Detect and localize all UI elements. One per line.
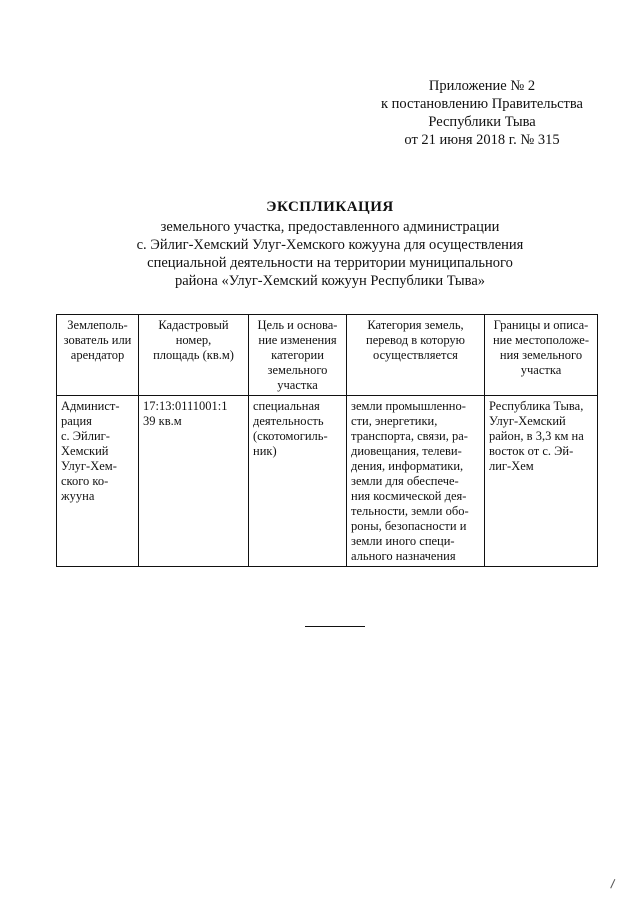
- subtitle-line: с. Эйлиг-Хемский Улуг-Хемского кожууна для осуществления: [136, 237, 524, 253]
- scan-mark: [610, 879, 621, 891]
- cell-line: земли иного специ-: [351, 534, 455, 548]
- cell-line: 39 кв.м: [143, 414, 182, 428]
- cell-line: ник): [253, 444, 277, 458]
- cell-line: восток от с. Эй-: [489, 444, 574, 458]
- header-line: Границы и описа-: [493, 318, 589, 332]
- header-line: Землеполь-: [67, 318, 128, 332]
- cell-line: Хемский: [61, 444, 109, 458]
- subtitle-line: земельного участка, предоставленного администрации: [160, 219, 500, 235]
- cell-line: ского ко-: [61, 474, 109, 488]
- header-line: земельного: [267, 363, 328, 377]
- header-line: зователь или: [63, 333, 132, 347]
- header-cell-purpose: [249, 315, 347, 396]
- document-title: ЭКСПЛИКАЦИЯ: [266, 199, 394, 215]
- cell-line: рация: [61, 414, 92, 428]
- cell-boundaries: [485, 396, 598, 567]
- annex-line-2: к постановлению Правительства: [381, 96, 583, 112]
- title-block: [60, 198, 600, 290]
- cell-line: жууна: [61, 489, 95, 503]
- cell-line: земли промышленно-: [351, 399, 466, 413]
- cell-line: диовещания, телеви-: [351, 444, 462, 458]
- header-line: Кадастровый: [158, 318, 229, 332]
- annex-line-1: Приложение № 2: [428, 78, 536, 94]
- cell-category: [347, 396, 485, 567]
- subtitle-line: специальной деятельности на территории муниципального: [147, 255, 513, 271]
- header-line: ния земельного: [499, 348, 583, 362]
- cell-line: Республика Тыва,: [489, 399, 584, 413]
- end-divider: [305, 626, 365, 627]
- cell-line: (скотомогиль-: [253, 429, 328, 443]
- cell-line: ния космической дея-: [351, 489, 467, 503]
- header-cell-boundaries: [485, 315, 598, 396]
- annex-line-4: от 21 июня 2018 г. № 315: [404, 132, 560, 148]
- cell-line: Улуг-Хемский: [489, 414, 566, 428]
- cell-line: 17:13:0111001:1: [143, 399, 228, 413]
- header-line: Категория земель,: [367, 318, 464, 332]
- cell-line: транспорта, связи, ра-: [351, 429, 468, 443]
- header-line: ние изменения: [258, 333, 337, 347]
- document-subtitle: [60, 218, 600, 290]
- explication-table: [56, 314, 598, 567]
- header-line: категории: [271, 348, 324, 362]
- cell-line: ального назначения: [351, 549, 456, 563]
- cell-line: роны, безопасности и: [351, 519, 467, 533]
- header-line: номер,: [175, 333, 212, 347]
- table-header-row: [57, 315, 598, 396]
- header-line: участка: [277, 378, 318, 392]
- annex-block: [362, 77, 602, 149]
- cell-line: лиг-Хем: [489, 459, 534, 473]
- cell-purpose: [249, 396, 347, 567]
- cell-line: с. Эйлиг-: [61, 429, 110, 443]
- header-cell-category: [347, 315, 485, 396]
- cell-line: сти, энергетики,: [351, 414, 438, 428]
- cell-line: специальная: [253, 399, 320, 413]
- cell-landuser: [57, 396, 139, 567]
- cell-line: район, в 3,3 км на: [489, 429, 584, 443]
- cell-line: Админист-: [61, 399, 120, 413]
- header-line: арендатор: [70, 348, 125, 362]
- header-line: перевод в которую: [366, 333, 465, 347]
- cell-line: деятельность: [253, 414, 324, 428]
- header-line: Цель и основа-: [257, 318, 338, 332]
- annex-line-3: Республики Тыва: [428, 114, 536, 130]
- header-cell-landuser: [57, 315, 139, 396]
- cell-line: земли для обеспече-: [351, 474, 459, 488]
- table-row: [57, 396, 598, 567]
- header-line: площадь (кв.м): [153, 348, 234, 362]
- cell-cadastral: [139, 396, 249, 567]
- cell-line: тельности, земли обо-: [351, 504, 469, 518]
- header-cell-cadastral: [139, 315, 249, 396]
- cell-line: дения, информатики,: [351, 459, 464, 473]
- header-line: участка: [520, 363, 562, 377]
- cell-line: Улуг-Хем-: [61, 459, 117, 473]
- header-line: осуществляется: [373, 348, 458, 362]
- subtitle-line: района «Улуг-Хемский кожуун Республики Тыва»: [174, 273, 486, 289]
- header-line: ние местоположе-: [492, 333, 590, 347]
